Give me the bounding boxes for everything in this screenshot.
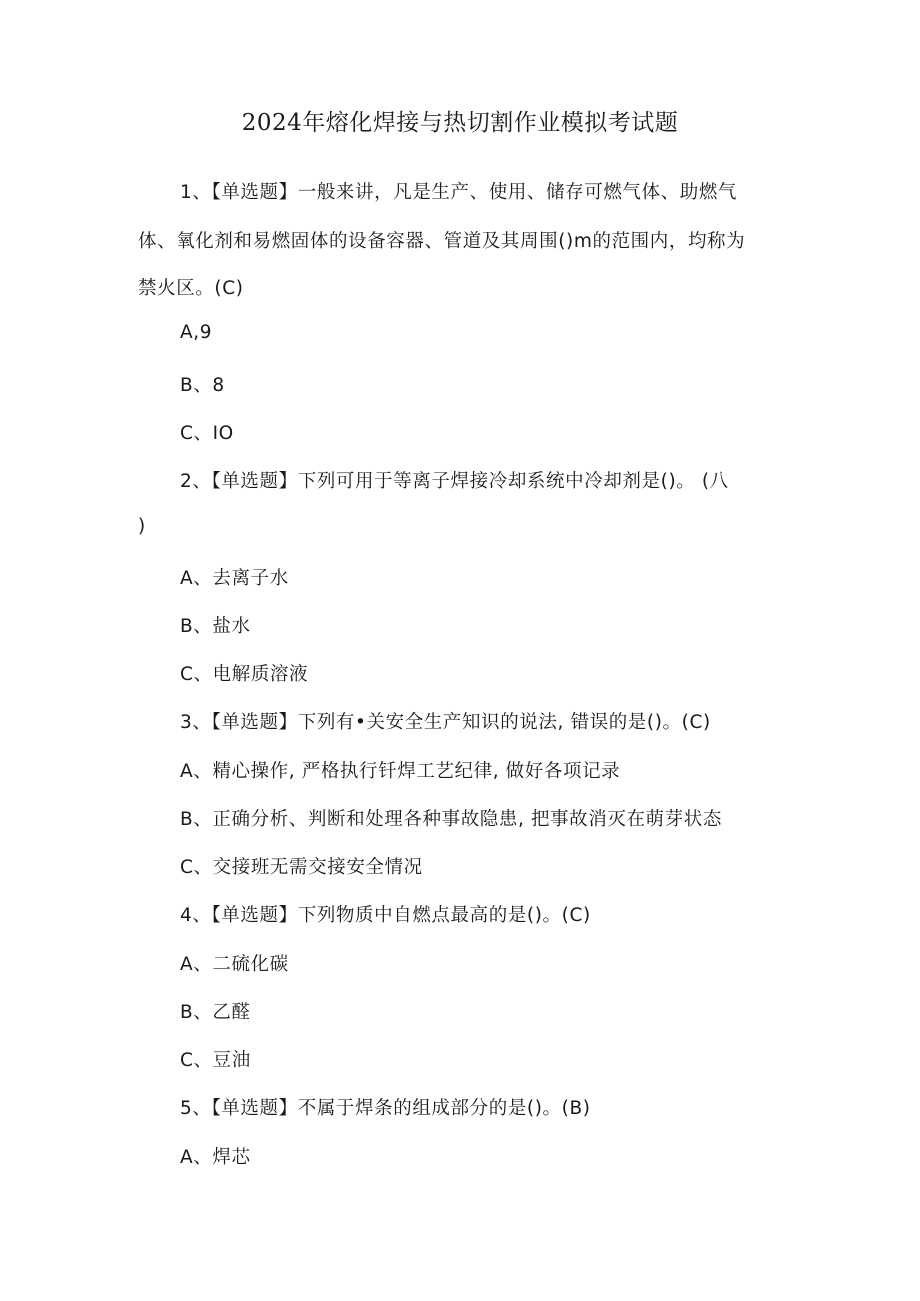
question-1-option-c: C、IO (180, 423, 234, 444)
question-2-option-a: A、去离子水 (180, 568, 289, 589)
question-4-option-c: C、豆油 (180, 1050, 251, 1071)
document-title: 2024年熔化焊接与热切割作业模拟考试题 (241, 110, 679, 136)
question-1-option-a: A,9 (180, 322, 213, 343)
question-1-line-3: 禁火区。(C) (138, 278, 244, 299)
question-5-option-a: A、焊芯 (180, 1147, 251, 1168)
question-1-line-1: 1、【单选题】一般来讲，凡是生产、使用、储存可燃气体、助燃气 (180, 182, 738, 203)
question-5-line-1: 5、【单选题】不属于焊条的组成部分的是()。(B) (180, 1098, 591, 1119)
question-2-option-b: B、盐水 (180, 616, 251, 637)
question-3-option-b: B、正确分析、判断和处理各种事故隐患, 把事故消灭在萌芽状态 (180, 809, 722, 830)
question-3-line-1: 3、【单选题】下列有•关安全生产知识的说法, 错误的是()。(C) (180, 712, 711, 733)
question-2-line-2: ) (138, 516, 146, 537)
question-2-option-c: C、电解质溶液 (180, 664, 309, 685)
question-4-option-b: B、乙醛 (180, 1002, 251, 1023)
question-3-option-c: C、交接班无需交接安全情况 (180, 857, 423, 878)
question-1-option-b: B、8 (180, 375, 225, 396)
question-3-option-a: A、精心操作, 严格执行钎焊工艺纪律, 做好各项记录 (180, 761, 621, 782)
question-1-line-2: 体、氧化剂和易燃固体的设备容器、管道及其周围()m的范围内，均称为 (138, 231, 746, 252)
question-2-line-1: 2、【单选题】下列可用于等离子焊接冷却系统中冷却剂是()。 (八 (180, 471, 729, 492)
question-4-line-1: 4、【单选题】下列物质中自燃点最高的是()。(C) (180, 905, 591, 926)
question-4-option-a: A、二硫化碳 (180, 954, 289, 975)
